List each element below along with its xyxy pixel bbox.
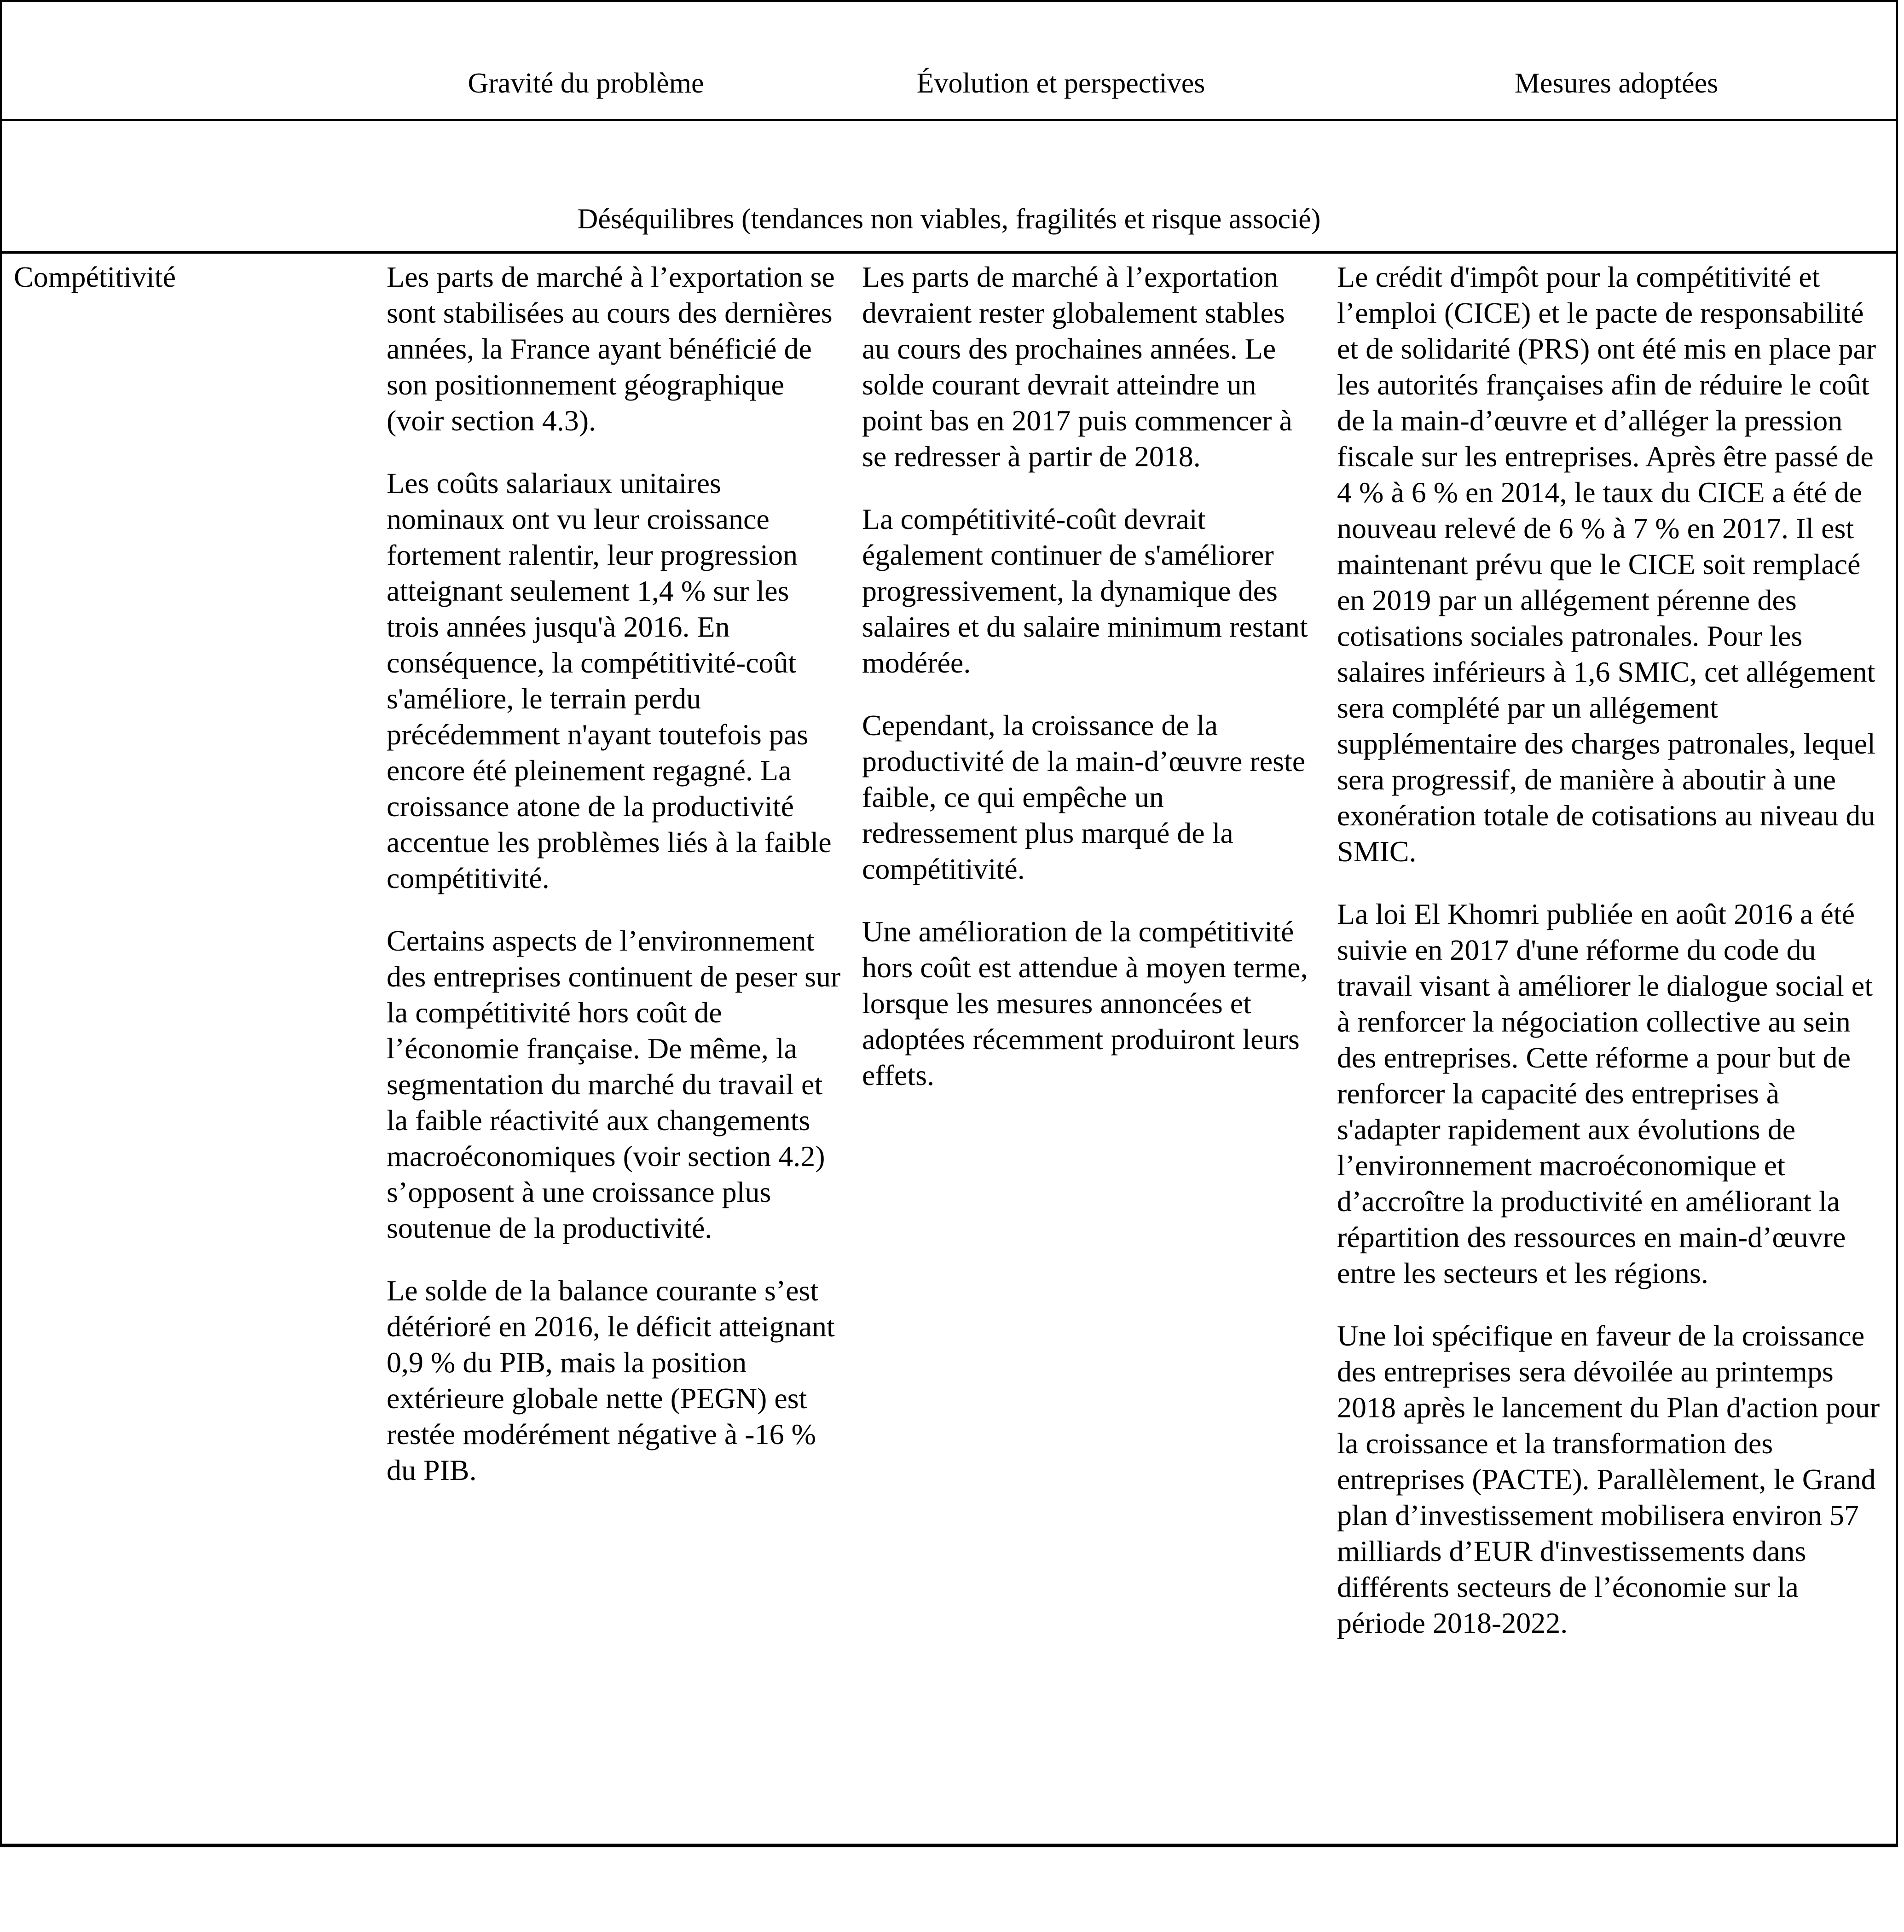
paragraph: Cependant, la croissance de la productivité de la main-d’œuvre reste faible, ce qui empêche un redressement plus marqué de la compétitivité.: [862, 709, 1306, 885]
column-header-evolution: Évolution et perspectives: [916, 68, 1205, 99]
table-row-competitivite: [2, 254, 1896, 1844]
column-header-mesures: Mesures adoptées: [1514, 68, 1719, 99]
paragraph: Les parts de marché à l’exportation se sont stabilisées au cours des dernières années, la France ayant bénéficié de son positionnement géographique (voir section 4.3).: [387, 261, 835, 437]
paragraph: Une loi spécifique en faveur de la croissance des entreprises sera dévoilée au printemps 2018 après le lancement du Plan d'action pour la croissance et la transformation des entreprises (PACTE). Parallèlement, le Grand plan d’investissement mobilisera environ 57 milliards d’EUR d'investissements dans différents secteurs de l’économie sur la période 2018-2022.: [1337, 1319, 1880, 1639]
header-spacer-cell: [2, 2, 387, 119]
row-label: Compétitivité: [14, 261, 176, 293]
cell-gravite-du-probleme: [387, 254, 862, 1488]
paragraph: La compétitivité-coût devrait également continuer de s'améliorer progressivement, la dynamique des salaires et du salaire minimum restant modérée.: [862, 503, 1308, 679]
paragraph: Une amélioration de la compétitivité hors coût est attendue à moyen terme, lorsque les mesures annoncées et adoptées récemment produiront leurs effets.: [862, 915, 1308, 1091]
paragraph: Le crédit d'impôt pour la compétitivité et l’emploi (CICE) et le pacte de responsabilité et de solidarité (PRS) ont été mis en place par les autorités françaises afin de réduire le coût de la main-d’œuvre et d’alléger la pression fiscale sur les entreprises. Après être passé de 4 % à 6 % en 2014, le taux du CICE a été de nouveau relevé de 6 % à 7 % en 2017. Il est maintenant prévu que le CICE soit remplacé en 2019 par un allégement pérenne des cotisations sociales patronales. Pour les salaires inférieurs à 1,6 SMIC, cet allégement sera complété par un allégement supplémentaire des charges patronales, lequel sera progressif, de manière à aboutir à une exonération totale de cotisations au niveau du SMIC.: [1337, 261, 1876, 868]
column-header-gravite: Gravité du problème: [468, 68, 704, 99]
section-header-desequilibres: Déséquilibres (tendances non viables, fragilités et risque associé): [577, 203, 1321, 235]
cell-mesures-adoptees: [1337, 254, 1896, 1641]
paragraph: Les coûts salariaux unitaires nominaux ont vu leur croissance fortement ralentir, leur progression atteignant seulement 1,4 % sur les trois années jusqu'à 2016. En conséquence, la compétitivité-coût s'améliore, le terrain perdu précédemment n'ayant toutefois pas encore été pleinement regagné. La croissance atone de la productivité accentue les problèmes liés à la faible compétitivité.: [387, 467, 832, 894]
paragraph: Certains aspects de l’environnement des entreprises continuent de peser sur la compétitivité hors coût de l’économie française. De même, la segmentation du marché du travail et la faible réactivité aux changements macroéconomiques (voir section 4.2) s’opposent à une croissance plus soutenue de la productivité.: [387, 924, 841, 1244]
paragraph: La loi El Khomri publiée en août 2016 a été suivie en 2017 d'une réforme du code du travail visant à améliorer le dialogue social et à renforcer la négociation collective au sein des entreprises. Cette réforme a pour but de renforcer la capacité des entreprises à s'adapter rapidement aux évolutions de l’environnement macroéconomique et d’accroître la productivité en améliorant la répartition des ressources en main-d’œuvre entre les secteurs et les régions.: [1337, 898, 1873, 1289]
section-header-row: [2, 121, 1896, 254]
cell-evolution-et-perspectives: [862, 254, 1337, 1093]
paragraph: Le solde de la balance courante s’est détérioré en 2016, le déficit atteignant 0,9 % du PIB, mais la position extérieure globale nette (PEGN) est restée modérément négative à -16 % du PIB.: [387, 1274, 835, 1486]
table-header-row: [2, 2, 1896, 121]
paragraph: Les parts de marché à l’exportation devraient rester globalement stables au cours des prochaines années. Le solde courant devrait atteindre un point bas en 2017 puis commencer à se redresser à partir de 2018.: [862, 261, 1292, 473]
